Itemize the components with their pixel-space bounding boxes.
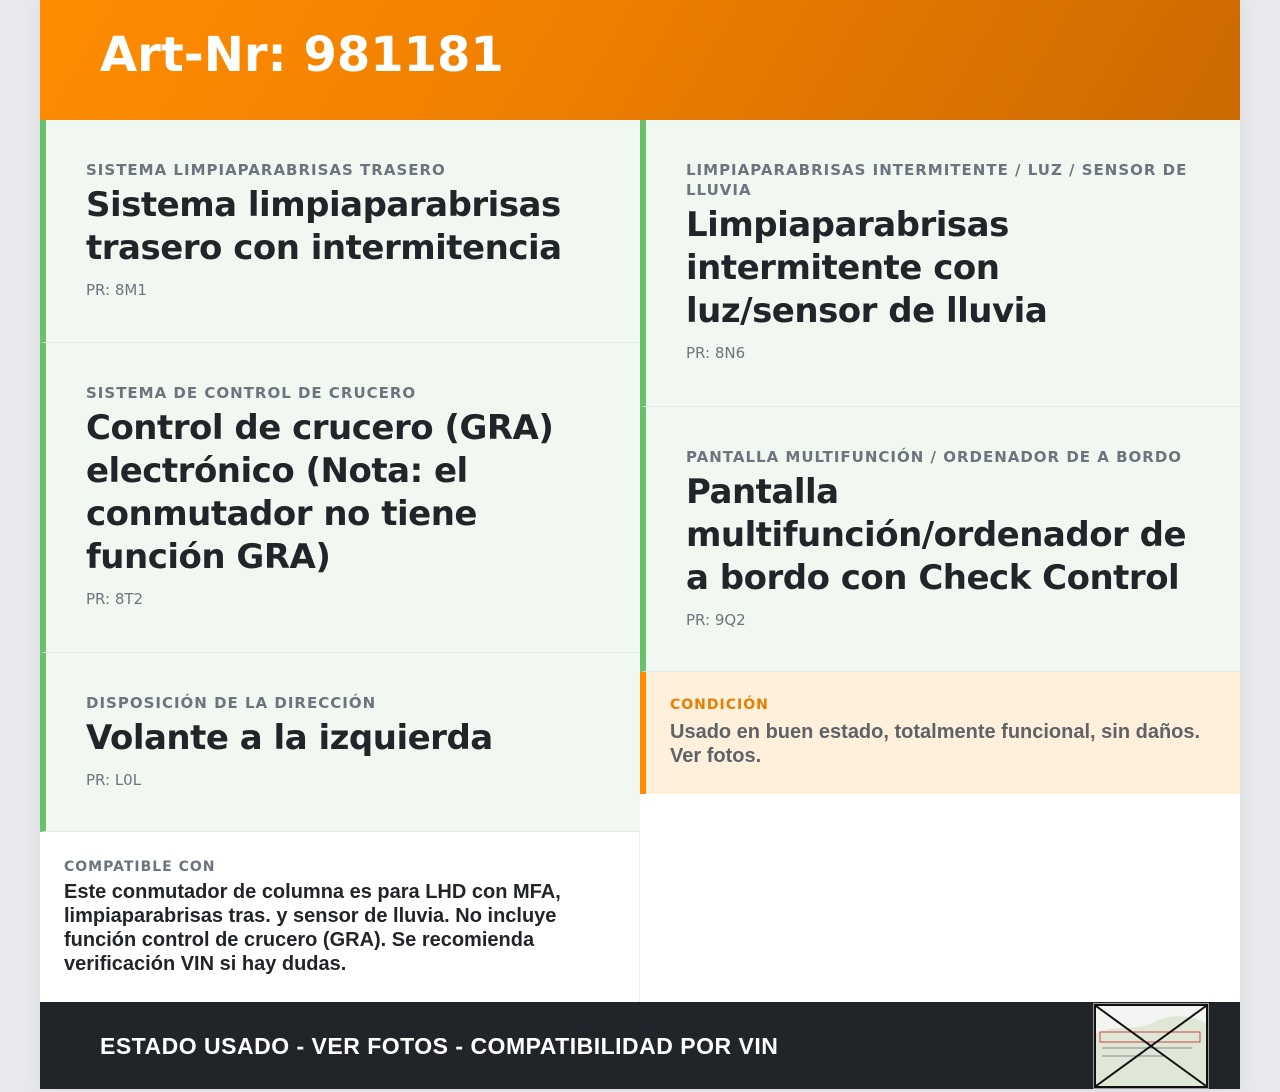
feature-card-rear-wiper — [40, 120, 640, 343]
feature-label: DISPOSICIÓN DE LA DIRECCIÓN — [86, 694, 377, 712]
feature-pr-code: PR: 8N6 — [686, 344, 746, 362]
compatibility-box — [40, 832, 640, 1002]
feature-pr-code: PR: 8M1 — [86, 281, 147, 299]
thumbnail-image — [1094, 1004, 1208, 1088]
feature-title: Limpiaparabrisas intermitente con luz/sensor de lluvia — [686, 205, 1048, 331]
feature-label: PANTALLA MULTIFUNCIÓN / ORDENADOR DE A BORDO — [686, 448, 1183, 466]
header-banner — [40, 0, 1240, 120]
feature-pr-code: PR: 8T2 — [86, 590, 144, 608]
feature-label: SISTEMA DE CONTROL DE CRUCERO — [86, 384, 417, 402]
condition-box — [640, 672, 1240, 794]
footer-bar — [40, 1002, 1240, 1089]
feature-card-rain-sensor — [640, 120, 1240, 407]
condition-text: Usado en buen estado, totalmente funcional, sin daños. Ver fotos. — [670, 721, 1201, 767]
article-number-title: Art-Nr: 981181 — [100, 27, 504, 83]
feature-pr-code: PR: L0L — [86, 771, 142, 789]
feature-title: Pantalla multifunción/ordenador de a bordo con Check Control — [686, 472, 1187, 598]
right-feature-column — [640, 120, 1240, 672]
condition-label: CONDICIÓN — [670, 697, 769, 713]
feature-label: SISTEMA LIMPIAPARABRISAS TRASERO — [86, 161, 446, 179]
compatibility-text: Este conmutador de columna es para LHD con MFA, limpiaparabrisas tras. y sensor de lluvia. No incluye función control de crucero (GRA). Se recomienda verificación VIN si hay dudas. — [64, 881, 561, 975]
feature-card-multifunction-display — [640, 407, 1240, 672]
left-feature-column — [40, 120, 640, 832]
footer-status-text: ESTADO USADO - VER FOTOS - COMPATIBILIDAD POR VIN — [100, 1033, 779, 1059]
feature-card-steering — [40, 653, 640, 832]
feature-title: Sistema limpiaparabrisas trasero con intermitencia — [86, 185, 562, 268]
feature-title: Control de crucero (GRA) electrónico (Nota: el conmutador no tiene función GRA) — [86, 408, 554, 577]
vin-document-thumbnail-icon[interactable] — [1093, 1003, 1209, 1089]
feature-title: Volante a la izquierda — [86, 718, 493, 758]
feature-label: LIMPIAPARABRISAS INTERMITENTE / LUZ / SENSOR DE LLUVIA — [686, 161, 1188, 199]
feature-pr-code: PR: 9Q2 — [686, 611, 746, 629]
feature-card-cruise-control — [40, 343, 640, 653]
product-sheet — [40, 0, 1240, 1089]
compatibility-label: COMPATIBLE CON — [64, 859, 216, 875]
